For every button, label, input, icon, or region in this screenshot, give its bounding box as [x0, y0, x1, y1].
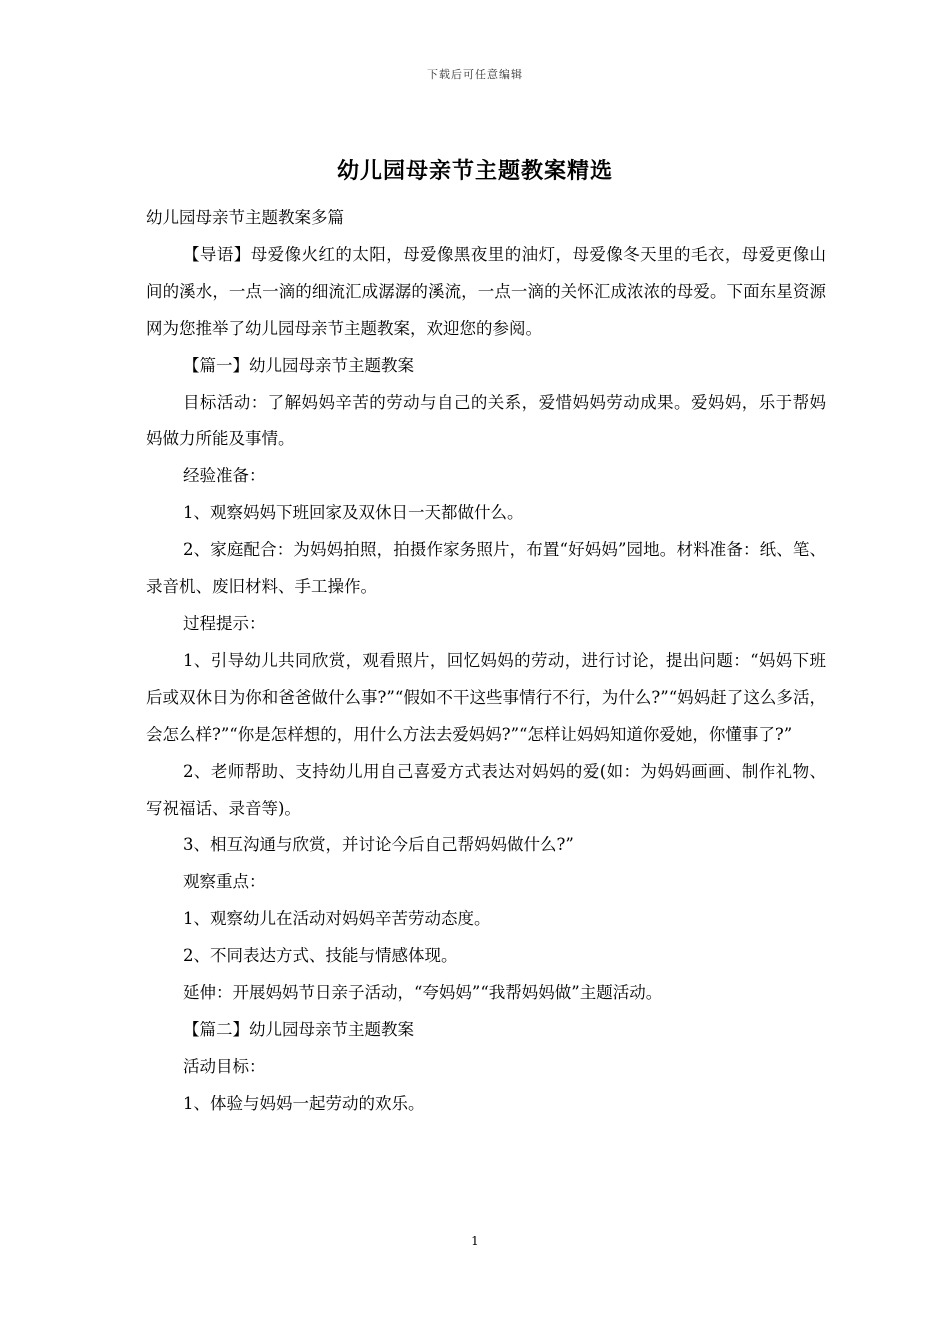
- paragraph: 延伸：开展妈妈节日亲子活动，“夸妈妈”“我帮妈妈做”主题活动。: [183, 983, 663, 1003]
- paragraph: 1、观察幼儿在活动对妈妈辛苦劳动态度。: [183, 909, 491, 929]
- section-heading-1: 【篇一】幼儿园母亲节主题教案: [183, 355, 414, 375]
- paragraph: 1、观察妈妈下班回家及双休日一天都做什么。: [183, 503, 524, 523]
- paragraph-intro: 【导语】母爱像火红的太阳，母爱像黑夜里的油灯，母爱像冬天里的毛衣，母爱更像山间的溪水，一点一滴的细流汇成潺潺的溪流，一点一滴的关怀汇成浓浓的母爱。下面东星资源网为您推举了幼儿园母亲节主题教案，欢迎您的参阅。: [146, 244, 826, 338]
- page-number: 1: [471, 1234, 479, 1248]
- paragraph: 经验准备：: [183, 466, 266, 486]
- paragraph: 2、家庭配合：为妈妈拍照，拍摄作家务照片，布置“好妈妈”园地。材料准备：纸、笔、录音机、废旧材料、手工操作。: [146, 540, 826, 597]
- paragraph: 目标活动：了解妈妈辛苦的劳动与自己的关系，爱惜妈妈劳动成果。爱妈妈，乐于帮妈妈做力所能及事情。: [146, 392, 826, 449]
- document-title: 幼儿园母亲节主题教案精选: [336, 158, 613, 184]
- paragraph: 3、相互沟通与欣赏，并讨论今后自己帮妈妈做什么?”: [183, 835, 574, 855]
- section-heading-2: 【篇二】幼儿园母亲节主题教案: [183, 1019, 414, 1039]
- document-subtitle: 幼儿园母亲节主题教案多篇: [146, 208, 344, 227]
- paragraph: 2、老师帮助、支持幼儿用自己喜爱方式表达对妈妈的爱(如：为妈妈画画、制作礼物、写祝福话、录音等)。: [146, 761, 826, 818]
- document-body: [146, 200, 826, 1123]
- paragraph: 1、引导幼儿共同欣赏，观看照片，回忆妈妈的劳动，进行讨论，提出问题：“妈妈下班后或双休日为你和爸爸做什么事?”“假如不干这些事情行不行，为什么?”“妈妈赶了这么多活，会怎么样?”“你是怎样想的，用什么方法去爱妈妈?”“怎样让妈妈知道你爱她，你懂事了?”: [146, 650, 826, 744]
- paragraph: 过程提示：: [183, 613, 266, 633]
- paragraph: 活动目标：: [183, 1056, 266, 1076]
- header-note: 下载后可任意编辑: [427, 68, 523, 81]
- paragraph: 2、不同表达方式、技能与情感体现。: [183, 946, 458, 966]
- paragraph: 1、体验与妈妈一起劳动的欢乐。: [183, 1093, 425, 1113]
- paragraph: 观察重点：: [183, 872, 266, 892]
